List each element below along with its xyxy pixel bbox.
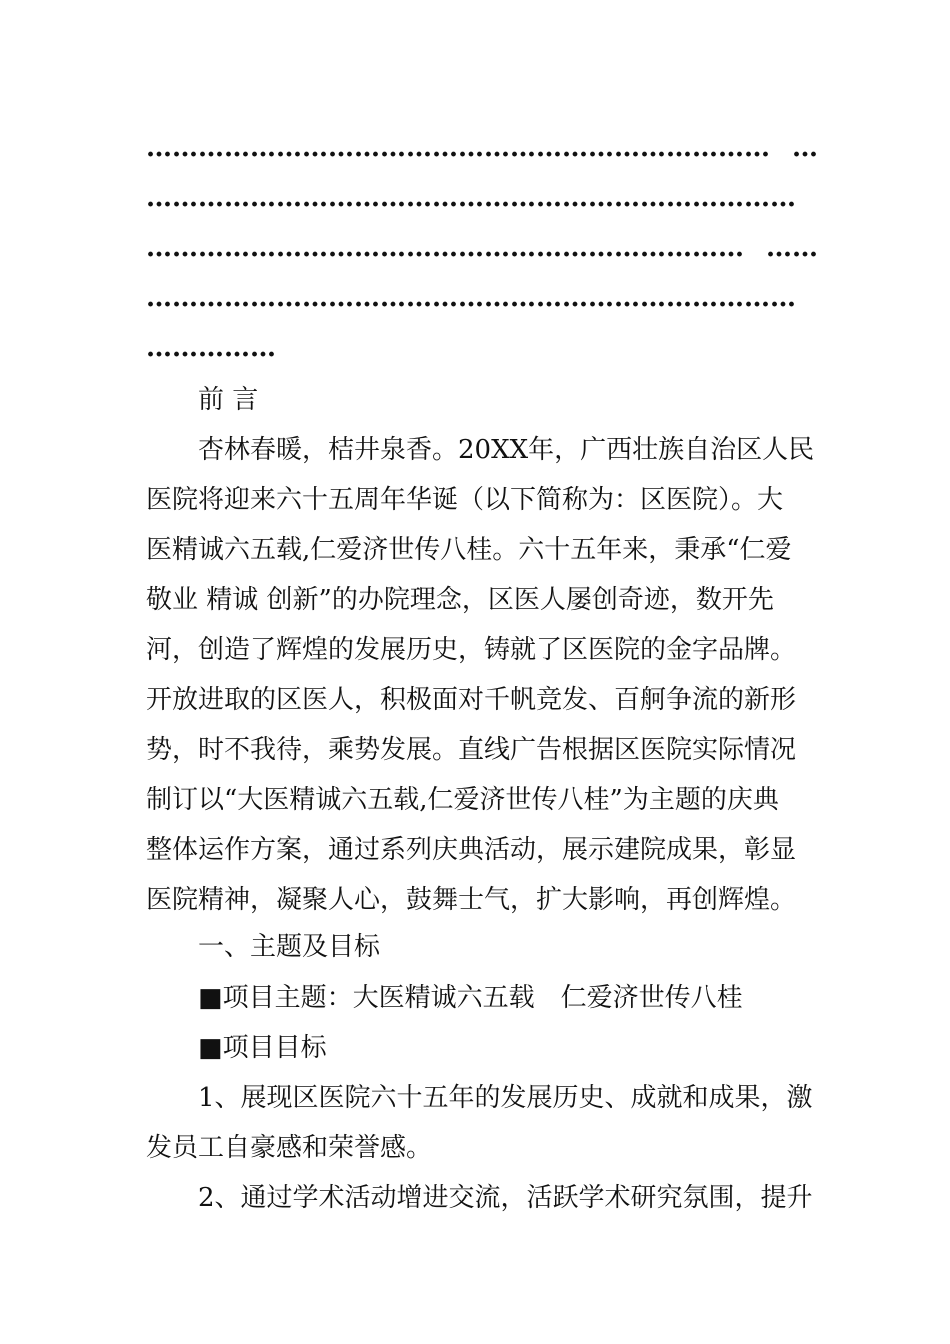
preface-paragraph-line: 医院精神，凝聚人心，鼓舞士气，扩大影响，再创辉煌。	[146, 885, 797, 915]
preface-paragraph-line: 医院将迎来六十五周年华诞（以下简称为：区医院）。大	[146, 485, 784, 515]
toc-leader: ……	[766, 233, 818, 263]
toc-leader: ……………	[146, 333, 276, 363]
toc-leader-row	[146, 283, 811, 313]
toc-leader: ……………………………………………………………	[146, 233, 744, 263]
project-goal-heading: ■项目目标	[198, 1033, 327, 1063]
preface-paragraph-line: 杏林春暖，桔井泉香。20XX年，广西壮族自治区人民	[198, 435, 815, 465]
toc-leader: …	[792, 133, 818, 163]
toc-leader-row	[146, 183, 811, 213]
preface-heading: 前 言	[198, 385, 259, 415]
toc-leader-row	[146, 133, 818, 163]
toc-leader-row	[146, 333, 811, 363]
project-theme: ■项目主题：大医精诚六五载 仁爱济世传八桂	[198, 983, 743, 1013]
toc-leader: …………………………………………………………………	[146, 283, 796, 313]
preface-paragraph-line: 敬业 精诚 创新”的办院理念，区医人屡创奇迹，数开先	[146, 585, 774, 615]
section-heading: 一、主题及目标	[198, 932, 381, 962]
preface-paragraph-line: 开放进取的区医人，积极面对千帆竞发、百舸争流的新形	[146, 685, 797, 715]
preface-paragraph-line: 河，创造了辉煌的发展历史，铸就了区医院的金字品牌。	[146, 635, 797, 665]
goal-item-line: 发员工自豪感和荣誉感。	[146, 1133, 433, 1163]
toc-leader: …………………………………………………………………	[146, 183, 796, 213]
preface-paragraph-line: 势，时不我待，乘势发展。直线广告根据区医院实际情况	[146, 735, 797, 765]
goal-item-line: 2、通过学术活动增进交流，活跃学术研究氛围，提升	[198, 1183, 813, 1213]
toc-leader-row	[146, 233, 818, 263]
preface-paragraph-line: 制订以“大医精诚六五载,仁爱济世传八桂”为主题的庆典	[146, 785, 779, 815]
preface-paragraph-line: 整体运作方案，通过系列庆典活动，展示建院成果，彰显	[146, 835, 797, 865]
toc-leader: ………………………………………………………………	[146, 133, 770, 163]
preface-paragraph-line: 医精诚六五载,仁爱济世传八桂。六十五年来，秉承“仁爱	[146, 535, 792, 565]
goal-item-line: 1、展现区医院六十五年的发展历史、成就和成果，激	[198, 1083, 813, 1113]
